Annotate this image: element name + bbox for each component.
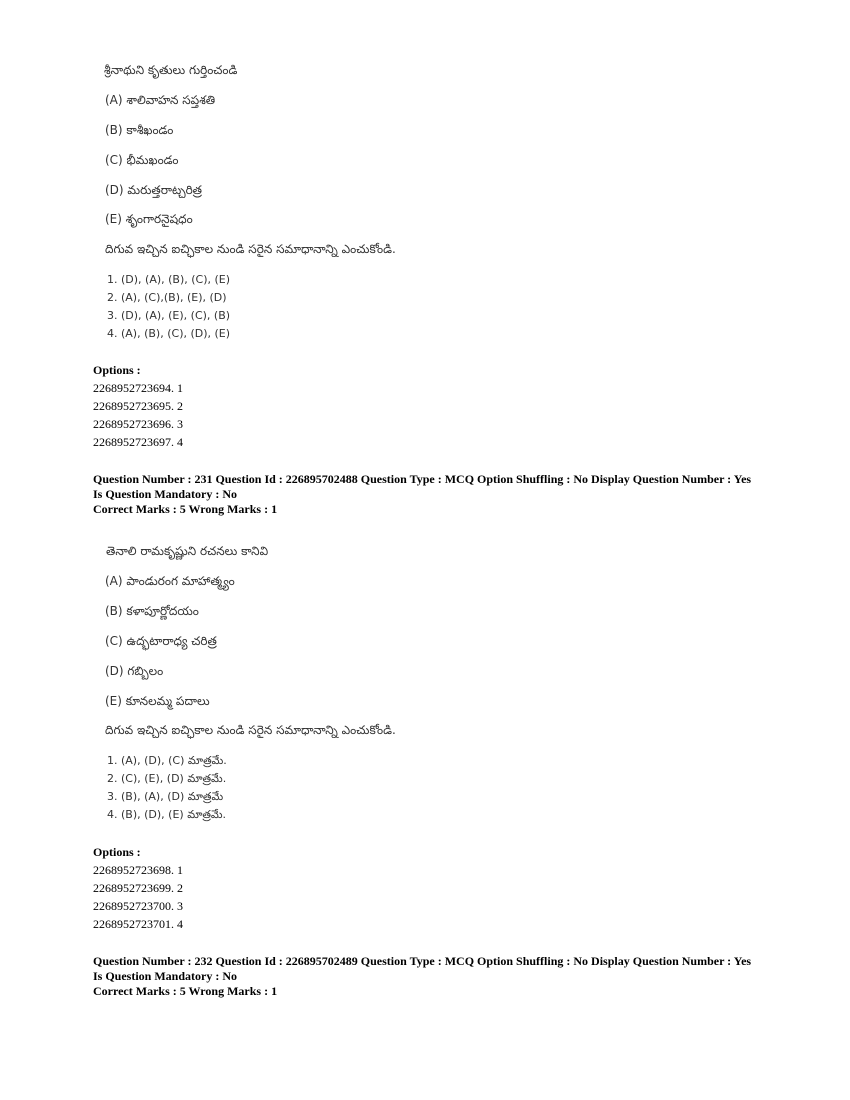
marks-info: Correct Marks : 5 Wrong Marks : 1 xyxy=(93,984,278,998)
marks-info: Correct Marks : 5 Wrong Marks : 1 xyxy=(93,502,278,516)
statement-item: (D) గబ్బిలం xyxy=(105,664,164,678)
option-id: 2268952723698. 1 xyxy=(93,863,183,877)
option-id: 2268952723696. 3 xyxy=(93,417,183,431)
answer-choice: 2. (A), (C),(B), (E), (D) xyxy=(107,291,227,304)
statement-item: (C) భీమఖండం xyxy=(105,153,179,167)
statement-item: (C) ఉద్భటారాధ్య చరిత్ర xyxy=(105,634,217,648)
option-id: 2268952723697. 4 xyxy=(93,435,183,449)
question-stem: తెనాలి రామకృష్ణుని రచనలు కానివి xyxy=(106,544,269,558)
instruction-text: దిగువ ఇచ్చిన ఐచ్ఛికాల నుండి సరైన సమాధానాన్ని ఎంచుకోండి. xyxy=(105,242,396,256)
answer-choice: 1. (D), (A), (B), (C), (E) xyxy=(107,273,231,286)
statement-item: (E) శృంగారనైషధం xyxy=(105,212,193,226)
options-label: Options : xyxy=(93,845,141,859)
answer-choice: 3. (D), (A), (E), (C), (B) xyxy=(107,309,231,322)
answer-choice: 3. (B), (A), (D) మాత్రమే xyxy=(107,790,224,803)
option-id: 2268952723700. 3 xyxy=(93,899,183,913)
statement-item: (E) కూనలమ్మ పదాలు xyxy=(105,694,210,708)
answer-choice: 1. (A), (D), (C) మాత్రమే. xyxy=(107,754,227,767)
statement-item: (D) మరుత్తరాట్చరిత్ర xyxy=(105,183,203,197)
answer-choice: 4. (A), (B), (C), (D), (E) xyxy=(107,327,231,340)
question-stem: శ్రీనాథుని కృతులు గుర్తించండి xyxy=(104,63,238,77)
answer-choice: 2. (C), (E), (D) మాత్రమే. xyxy=(107,772,227,785)
statement-item: (B) కాశీఖండం xyxy=(105,123,174,137)
instruction-text: దిగువ ఇచ్చిన ఐచ్ఛికాల నుండి సరైన సమాధానాన్ని ఎంచుకోండి. xyxy=(105,723,396,737)
options-label: Options : xyxy=(93,363,141,377)
option-id: 2268952723695. 2 xyxy=(93,399,183,413)
question-meta: Question Number : 232 Question Id : 226895702489 Question Type : MCQ Option Shuffling : No Display Question Number : Yes Is Question Mandatory : No xyxy=(93,954,752,983)
question-meta: Question Number : 231 Question Id : 226895702488 Question Type : MCQ Option Shuffling : No Display Question Number : Yes Is Question Mandatory : No xyxy=(93,472,752,501)
option-id: 2268952723694. 1 xyxy=(93,381,183,395)
statement-item: (A) పాండురంగ మాహాత్మ్యం xyxy=(105,574,235,588)
answer-choice: 4. (B), (D), (E) మాత్రమే. xyxy=(107,808,227,821)
option-id: 2268952723699. 2 xyxy=(93,881,183,895)
statement-item: (B) కళాపూర్ణోదయం xyxy=(105,604,199,618)
statement-item: (A) శాలివాహన సప్తశతి xyxy=(105,93,216,107)
option-id: 2268952723701. 4 xyxy=(93,917,183,931)
